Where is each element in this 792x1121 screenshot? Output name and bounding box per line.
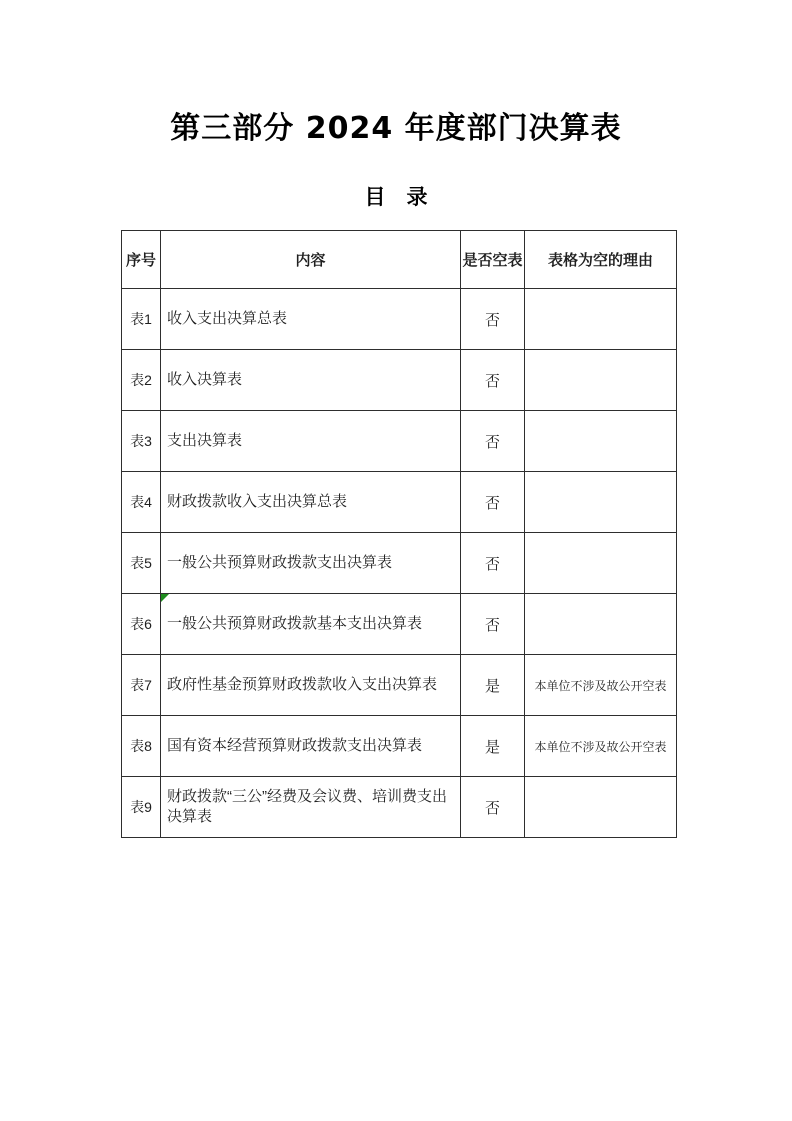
cell-is-empty: 否 (461, 289, 525, 350)
cell-serial: 表1 (122, 289, 161, 350)
table-header-row (122, 231, 677, 289)
cell-content: 支出决算表 (161, 411, 461, 472)
cell-serial: 表5 (122, 533, 161, 594)
table-row (122, 411, 677, 472)
cell-serial: 表2 (122, 350, 161, 411)
cell-serial: 表4 (122, 472, 161, 533)
page-title: 第三部分 2024 年度部门决算表 (170, 111, 622, 146)
cell-reason (525, 472, 677, 533)
cell-reason (525, 594, 677, 655)
cell-content: 财政拨款“三公”经费及会议费、培训费支出决算表 (161, 777, 461, 838)
header-is-empty: 是否空表 (461, 231, 525, 289)
cell-is-empty: 否 (461, 533, 525, 594)
cell-is-empty: 否 (461, 350, 525, 411)
cell-reason (525, 350, 677, 411)
cell-serial: 表6 (122, 594, 161, 655)
table-row (122, 716, 677, 777)
header-serial: 序号 (122, 231, 161, 289)
cell-is-empty: 否 (461, 594, 525, 655)
cell-reason: 本单位不涉及故公开空表 (525, 655, 677, 716)
header-empty-reason: 表格为空的理由 (525, 231, 677, 289)
table-row (122, 533, 677, 594)
cell-content-text: 一般公共预算财政拨款基本支出决算表 (167, 615, 423, 632)
cell-reason (525, 533, 677, 594)
cell-reason (525, 411, 677, 472)
cell-is-empty: 否 (461, 411, 525, 472)
table-row (122, 472, 677, 533)
cell-corner-marker-icon (161, 594, 169, 602)
cell-content: 收入支出决算总表 (161, 289, 461, 350)
toc-table (121, 230, 677, 838)
cell-content: 一般公共预算财政拨款支出决算表 (161, 533, 461, 594)
cell-content: 政府性基金预算财政拨款收入支出决算表 (161, 655, 461, 716)
table-row (122, 289, 677, 350)
cell-content (161, 594, 461, 655)
cell-content: 财政拨款收入支出决算总表 (161, 472, 461, 533)
table-row (122, 350, 677, 411)
cell-is-empty: 是 (461, 655, 525, 716)
cell-reason (525, 289, 677, 350)
cell-serial: 表3 (122, 411, 161, 472)
cell-serial: 表7 (122, 655, 161, 716)
cell-serial: 表8 (122, 716, 161, 777)
cell-is-empty: 否 (461, 777, 525, 838)
table-row (122, 594, 677, 655)
cell-reason (525, 777, 677, 838)
cell-content: 收入决算表 (161, 350, 461, 411)
cell-serial: 表9 (122, 777, 161, 838)
table-row (122, 777, 677, 838)
cell-is-empty: 否 (461, 472, 525, 533)
cell-reason: 本单位不涉及故公开空表 (525, 716, 677, 777)
table-row (122, 655, 677, 716)
toc-heading: 目 录 (364, 185, 428, 209)
header-content: 内容 (161, 231, 461, 289)
cell-content: 国有资本经营预算财政拨款支出决算表 (161, 716, 461, 777)
cell-is-empty: 是 (461, 716, 525, 777)
